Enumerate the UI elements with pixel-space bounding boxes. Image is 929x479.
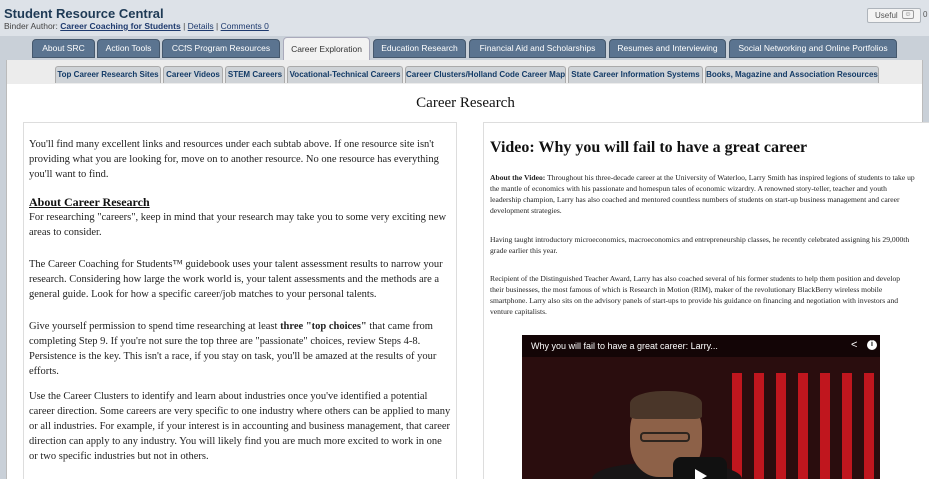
stage-stripe [732,373,742,479]
guidebook-paragraph: The Career Coaching for Students™ guidebook uses your talent assessment results to narrow your research. Considering how large the work world is, your talent assessments and the methods are a general guide. Look for how a specific career/job matches to your personal talents. [29,259,443,300]
tab-ccfs-program-resources[interactable]: CCfS Program Resources [162,39,280,58]
speaker-hair [630,391,702,419]
teaching-paragraph: Having taught introductory microeconomics, macroeconomics and entrepreneurship classes, he recently celebrated assigning his 29,000th grade earlier this year. [490,235,910,255]
play-button[interactable] [673,457,727,479]
comments-link[interactable]: Comments 0 [220,21,269,31]
subtab-career-videos[interactable]: Career Videos [163,66,223,83]
header-bar [0,0,929,36]
research-paragraph: For researching "careers", keep in mind that your research may take you to some very exciting new areas to consider. [29,212,447,238]
about-video-label: About the Video: [490,173,546,182]
useful-label: Useful [875,11,898,20]
stage-stripe [842,373,852,479]
tab-education-research[interactable]: Education Research [373,39,466,58]
subtab-books-magazines[interactable]: Books, Magazine and Association Resources [705,66,879,83]
stage-stripe [820,373,830,479]
text: Give yourself permission to spend time researching at least [29,321,281,332]
site-title: Student Resource Central [4,6,164,21]
tab-action-tools[interactable]: Action Tools [97,39,160,58]
share-icon[interactable]: < [851,339,858,351]
right-panel [483,122,929,479]
subtab-stem-careers[interactable]: STEM Careers [225,66,285,83]
stage-stripe [864,373,874,479]
intro-paragraph: You'll find many excellent links and resources under each subtab above. If one resource site isn't providing what you are looking for, move on to another resource. No one resource has everything you'll want to find. [29,139,439,180]
subtab-career-clusters[interactable]: Career Clusters/Holland Code Career Map [405,66,566,83]
stage-stripe [754,373,764,479]
stage-stripe [798,373,808,479]
text: that came from completing Step 9. If you're not sure the top three are "passionate" choices, review Steps 4-8. Persistence is the key. This isn't a race, if you stay on task, you'll be amazed at the results of your efforts. [29,321,437,377]
award-paragraph: Recipient of the Distinguished Teacher Award, Larry has also coached several of his former students to help them position and develop their businesses, the most famous of which is Research in Motion (RIM), maker of the revolutionary BlackBerry wireless mobile smartphone. Larry also sits on the advisory panels of start-ups to provide his guidance on financing and negotiation with investors and venture capitalists. [490,274,901,316]
tab-financial-aid[interactable]: Financial Aid and Scholarships [469,39,606,58]
video-player[interactable] [522,335,880,479]
video-description [490,172,915,216]
career-clusters-paragraph: Use the Career Clusters to identify and learn about industries once you've identified a potential career direction. Some careers are very specific to one industry where others can be applied to many or all industries. For example, if your interest is in accounting and business management, that career direction can apply to any industry. You will likely find you are much more excited to work in one or two specific industries but not in others. [29,391,451,462]
separator: | [216,21,219,31]
subtab-top-career-research-sites[interactable]: Top Career Research Sites [55,66,161,83]
emphasis: three "top choices" [280,321,367,332]
text: Throughout his three-decade career at the University of Waterloo, Larry Smith has inspired legions of students to take up the mantle of economics with his passionate and homespun tales of economic wizardry. A renowned story-teller, teacher and youth leadership champion, Larry has also coached and mentored countless numbers of students on start-up business management and career development strategies. [490,173,915,215]
tab-resumes-interviewing[interactable]: Resumes and Interviewing [609,39,726,58]
info-icon[interactable]: i [867,340,877,350]
tab-about-src[interactable]: About SRC [32,39,95,58]
play-icon [695,469,707,479]
main-tab-bar [0,36,929,60]
separator: | [183,21,186,31]
author-link[interactable]: Career Coaching for Students [60,21,181,31]
subtab-vocational-technical[interactable]: Vocational-Technical Careers [287,66,403,83]
left-panel [23,122,457,479]
top-choices-paragraph [29,319,453,379]
content-area [6,84,923,479]
about-career-research-heading: About Career Research [29,195,150,209]
tab-social-networking[interactable]: Social Networking and Online Portfolios [729,39,897,58]
binder-info [4,21,269,31]
video-title-bar [522,335,880,357]
speaker-glasses [640,432,690,442]
video-heading: Video: Why you will fail to have a great career [490,139,808,156]
subtab-bar [6,60,923,84]
page-title: Career Research [416,95,515,111]
subtab-state-career-info[interactable]: State Career Information Systems [568,66,703,83]
details-link[interactable]: Details [187,21,214,31]
tab-career-exploration[interactable]: Career Exploration [283,37,370,60]
video-title[interactable]: Why you will fail to have a great career: Larry... [531,341,718,351]
smiley-icon[interactable]: ☺ [902,10,914,19]
useful-count: 0 [923,10,928,19]
binder-author-label: Binder Author: [4,21,58,31]
stage-stripe [776,373,786,479]
